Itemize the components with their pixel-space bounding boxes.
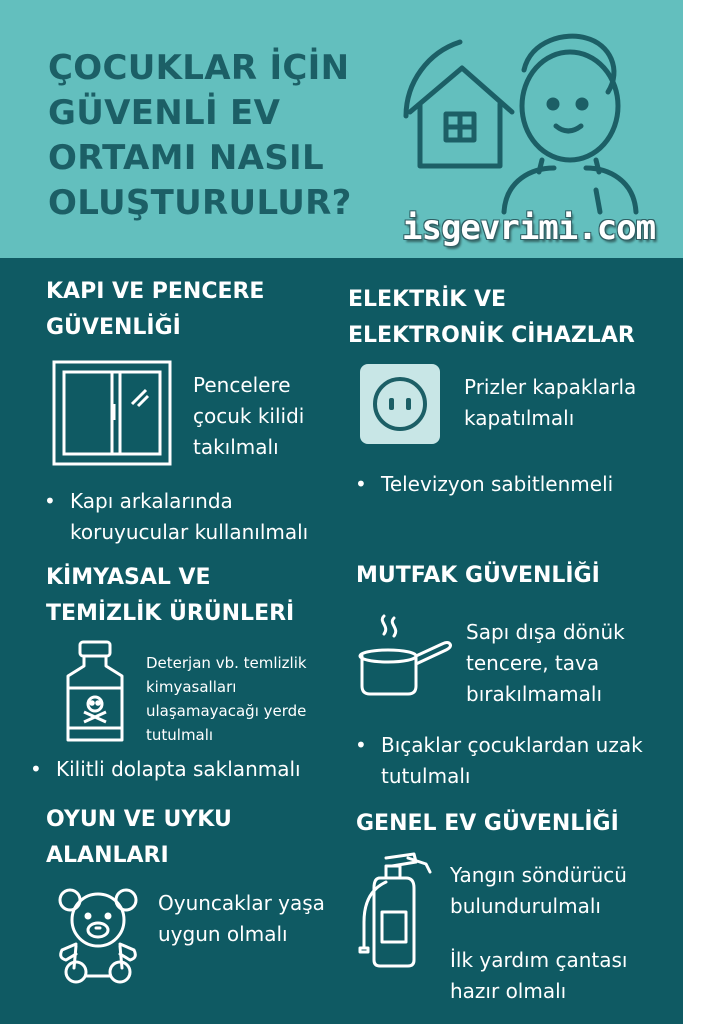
kitchen-tip-text bbox=[466, 617, 625, 710]
text-line: Deterjan vb. temlizlik bbox=[146, 654, 307, 672]
section-title-line: KİMYASAL VE bbox=[46, 565, 211, 590]
text-line: Kapı arkalarında bbox=[70, 489, 233, 513]
text-line: tutulmalı bbox=[146, 726, 214, 744]
text-line: bulundurulmalı bbox=[450, 894, 601, 918]
section-title-chemicals bbox=[46, 560, 294, 632]
teddy-bear-icon bbox=[56, 888, 140, 984]
text-line: takılmalı bbox=[193, 435, 279, 459]
text-line: Yangın söndürücü bbox=[450, 863, 627, 887]
text-line: hazır olmalı bbox=[450, 979, 567, 1003]
text-line: bırakılmamalı bbox=[466, 682, 603, 706]
text-line: İlk yardım çantası bbox=[450, 948, 628, 972]
text-line: Oyuncaklar yaşa bbox=[158, 891, 325, 915]
text-line: kapatılmalı bbox=[464, 406, 575, 430]
text-line: Kilitli dolapta saklanmalı bbox=[56, 757, 301, 781]
fire-extinguisher-icon bbox=[356, 852, 434, 970]
page-title bbox=[48, 46, 408, 226]
section-title-line: ALANLARI bbox=[46, 843, 169, 868]
text-line: koruyucular kullanılmalı bbox=[70, 520, 309, 544]
text-line: çocuk kilidi bbox=[193, 404, 305, 428]
text-line: kimyasalları bbox=[146, 678, 237, 696]
window-icon bbox=[52, 360, 172, 466]
title-line: GÜVENLİ EV bbox=[48, 93, 281, 133]
text-line: ulaşamayacağı yerde bbox=[146, 702, 307, 720]
section-title-play bbox=[46, 802, 232, 874]
section-title-line: ELEKTRİK VE bbox=[348, 287, 507, 312]
text-line: Televizyon sabitlenmeli bbox=[381, 472, 614, 496]
section-title-line: KAPI VE PENCERE bbox=[46, 279, 265, 304]
general-tip-text bbox=[450, 860, 627, 922]
electric-tip-text bbox=[464, 372, 636, 434]
text-line: uygun olmalı bbox=[158, 922, 288, 946]
play-tip-text bbox=[158, 888, 325, 950]
bullet-dot: • bbox=[30, 757, 42, 781]
section-title-general bbox=[356, 806, 619, 842]
saucepan-icon bbox=[358, 612, 454, 698]
section-title-doors bbox=[46, 274, 264, 346]
title-line: ÇOCUKLAR İÇİN bbox=[48, 48, 350, 88]
bullet-dot: • bbox=[355, 733, 367, 757]
doors-tip-text bbox=[193, 370, 304, 463]
watermark-text: isgevrimi.com bbox=[402, 208, 656, 248]
section-title-line: ELEKTRONİK CİHAZLAR bbox=[348, 323, 635, 348]
title-line: OLUŞTURULUR? bbox=[48, 183, 352, 223]
header-banner bbox=[0, 0, 683, 258]
bullet-dot: • bbox=[355, 472, 367, 496]
power-socket-icon bbox=[360, 364, 440, 444]
text-line: Prizler kapaklarla bbox=[464, 375, 637, 399]
chemicals-tip-text bbox=[146, 651, 307, 747]
general-tip2-text bbox=[450, 945, 627, 1007]
section-title-line: GÜVENLİĞİ bbox=[46, 315, 181, 340]
title-line: ORTAMI NASIL bbox=[48, 138, 324, 178]
text-line: Pencelere bbox=[193, 373, 291, 397]
house-and-child-illustration bbox=[396, 30, 646, 220]
section-title-kitchen bbox=[356, 558, 600, 594]
section-title-line: TEMİZLİK ÜRÜNLERİ bbox=[46, 601, 295, 626]
section-title-line: GENEL EV GÜVENLİĞİ bbox=[356, 811, 619, 836]
house-icon bbox=[406, 42, 512, 166]
section-title-line: MUTFAK GÜVENLİĞİ bbox=[356, 563, 600, 588]
text-line: tutulmalı bbox=[381, 764, 471, 788]
section-title-electric bbox=[348, 282, 635, 354]
text-line: Bıçaklar çocuklardan uzak bbox=[381, 733, 643, 757]
section-title-line: OYUN VE UYKU bbox=[46, 807, 232, 832]
poison-bottle-icon bbox=[60, 640, 130, 744]
child-icon bbox=[504, 36, 636, 212]
bullet-dot: • bbox=[44, 489, 56, 513]
text-line: tencere, tava bbox=[466, 651, 600, 675]
text-line: Sapı dışa dönük bbox=[466, 620, 625, 644]
